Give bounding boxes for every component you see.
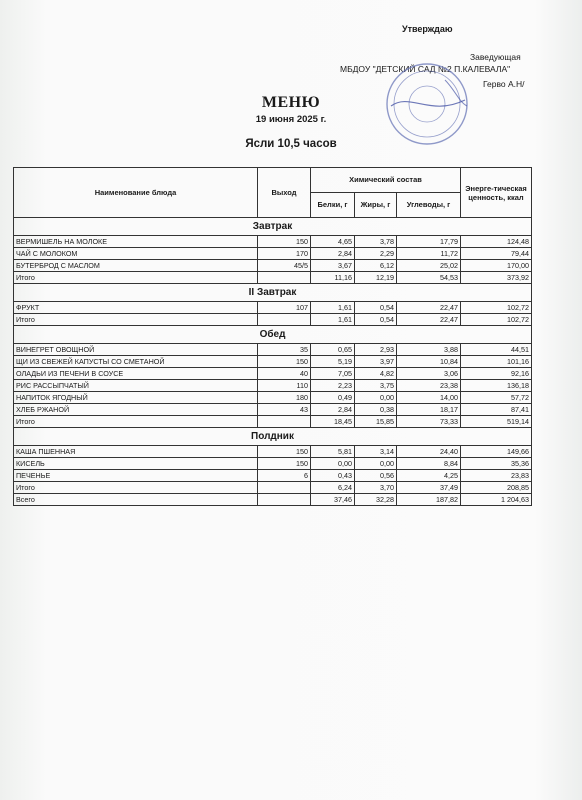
dish-output: 6 bbox=[258, 470, 311, 482]
dish-carbs: 18,17 bbox=[397, 404, 461, 416]
dish-row bbox=[14, 248, 532, 260]
dish-fat: 0,56 bbox=[355, 470, 397, 482]
dish-fat: 0,54 bbox=[355, 314, 397, 326]
dish-carbs: 8,84 bbox=[397, 458, 461, 470]
dish-output: 107 bbox=[258, 302, 311, 314]
dish-carbs: 22,47 bbox=[397, 302, 461, 314]
dish-name: Итого bbox=[14, 416, 258, 428]
dish-name: Итого bbox=[14, 272, 258, 284]
dish-fat: 3,97 bbox=[355, 356, 397, 368]
dish-output: 150 bbox=[258, 236, 311, 248]
position-label: Заведующая bbox=[470, 52, 521, 62]
dish-carbs: 25,02 bbox=[397, 260, 461, 272]
dish-row bbox=[14, 392, 532, 404]
col-header-output: Выход bbox=[258, 168, 311, 218]
dish-output: 40 bbox=[258, 368, 311, 380]
dish-protein: 0,65 bbox=[311, 344, 355, 356]
dish-name: КАША ПШЕННАЯ bbox=[14, 446, 258, 458]
dish-carbs: 17,79 bbox=[397, 236, 461, 248]
dish-energy: 149,66 bbox=[461, 446, 532, 458]
dish-protein: 2,84 bbox=[311, 404, 355, 416]
dish-energy: 35,36 bbox=[461, 458, 532, 470]
grand-total-fat: 32,28 bbox=[355, 494, 397, 506]
dish-fat: 0,00 bbox=[355, 458, 397, 470]
dish-output bbox=[258, 314, 311, 326]
subtotal-row bbox=[14, 416, 532, 428]
dish-output bbox=[258, 416, 311, 428]
dish-protein: 1,61 bbox=[311, 314, 355, 326]
dish-carbs: 54,53 bbox=[397, 272, 461, 284]
grand-total-protein: 37,46 bbox=[311, 494, 355, 506]
dish-row bbox=[14, 260, 532, 272]
col-header-energy: Энерге-тическая ценность, ккал bbox=[461, 168, 532, 218]
dish-protein: 2,23 bbox=[311, 380, 355, 392]
dish-carbs: 4,25 bbox=[397, 470, 461, 482]
dish-energy: 87,41 bbox=[461, 404, 532, 416]
dish-output: 150 bbox=[258, 458, 311, 470]
dish-row bbox=[14, 356, 532, 368]
dish-fat: 12,19 bbox=[355, 272, 397, 284]
section-title: Полдник bbox=[14, 428, 532, 446]
dish-fat: 0,00 bbox=[355, 392, 397, 404]
dish-name: НАПИТОК ЯГОДНЫЙ bbox=[14, 392, 258, 404]
dish-output: 150 bbox=[258, 356, 311, 368]
dish-output: 150 bbox=[258, 446, 311, 458]
dish-name: Итого bbox=[14, 314, 258, 326]
dish-output: 180 bbox=[258, 392, 311, 404]
col-header-name: Наименование блюда bbox=[14, 168, 258, 218]
dish-energy: 92,16 bbox=[461, 368, 532, 380]
dish-fat: 2,29 bbox=[355, 248, 397, 260]
dish-carbs: 11,72 bbox=[397, 248, 461, 260]
dish-protein: 0,49 bbox=[311, 392, 355, 404]
page-title: МЕНЮ bbox=[261, 94, 321, 111]
dish-energy: 124,48 bbox=[461, 236, 532, 248]
dish-carbs: 3,88 bbox=[397, 344, 461, 356]
section-title: Обед bbox=[14, 326, 532, 344]
dish-output: 43 bbox=[258, 404, 311, 416]
subtotal-row bbox=[14, 482, 532, 494]
dish-row bbox=[14, 302, 532, 314]
dish-carbs: 37,49 bbox=[397, 482, 461, 494]
dish-row bbox=[14, 344, 532, 356]
dish-protein: 1,61 bbox=[311, 302, 355, 314]
dish-name: БУТЕРБРОД С МАСЛОМ bbox=[14, 260, 258, 272]
dish-fat: 3,78 bbox=[355, 236, 397, 248]
dish-output: 35 bbox=[258, 344, 311, 356]
dish-output: 45/5 bbox=[258, 260, 311, 272]
dish-protein: 11,16 bbox=[311, 272, 355, 284]
dish-energy: 57,72 bbox=[461, 392, 532, 404]
dish-row bbox=[14, 404, 532, 416]
section-header-row bbox=[14, 326, 532, 344]
dish-energy: 102,72 bbox=[461, 314, 532, 326]
dish-energy: 519,14 bbox=[461, 416, 532, 428]
dish-fat: 4,82 bbox=[355, 368, 397, 380]
grand-total-carbs: 187,82 bbox=[397, 494, 461, 506]
dish-row bbox=[14, 368, 532, 380]
dish-name: ВЕРМИШЕЛЬ НА МОЛОКЕ bbox=[14, 236, 258, 248]
organization-label: МБДОУ "ДЕТСКИЙ САД №2 П.КАЛЕВАЛА" bbox=[340, 64, 511, 74]
dish-protein: 18,45 bbox=[311, 416, 355, 428]
dish-fat: 2,93 bbox=[355, 344, 397, 356]
dish-carbs: 14,00 bbox=[397, 392, 461, 404]
dish-row bbox=[14, 380, 532, 392]
dish-protein: 5,81 bbox=[311, 446, 355, 458]
dish-row bbox=[14, 458, 532, 470]
menu-table bbox=[13, 167, 532, 506]
dish-carbs: 3,06 bbox=[397, 368, 461, 380]
approve-label: Утверждаю bbox=[402, 24, 453, 34]
col-header-protein: Белки, г bbox=[311, 193, 355, 218]
dish-protein: 3,67 bbox=[311, 260, 355, 272]
dish-carbs: 24,40 bbox=[397, 446, 461, 458]
dish-name: ПЕЧЕНЬЕ bbox=[14, 470, 258, 482]
dish-fat: 0,38 bbox=[355, 404, 397, 416]
dish-protein: 0,00 bbox=[311, 458, 355, 470]
col-header-carbs: Углеводы, г bbox=[397, 193, 461, 218]
dish-energy: 208,85 bbox=[461, 482, 532, 494]
dish-energy: 373,92 bbox=[461, 272, 532, 284]
dish-energy: 170,00 bbox=[461, 260, 532, 272]
dish-protein: 6,24 bbox=[311, 482, 355, 494]
dish-row bbox=[14, 236, 532, 248]
dish-energy: 23,83 bbox=[461, 470, 532, 482]
signature-label: Герво А.Н/ bbox=[483, 79, 525, 89]
dish-name: КИСЕЛЬ bbox=[14, 458, 258, 470]
grand-total-energy: 1 204,63 bbox=[461, 494, 532, 506]
grand-total-output bbox=[258, 494, 311, 506]
dish-carbs: 23,38 bbox=[397, 380, 461, 392]
subtotal-row bbox=[14, 272, 532, 284]
dish-fat: 6,12 bbox=[355, 260, 397, 272]
section-title: Завтрак bbox=[14, 218, 532, 236]
grand-total-label: Всего bbox=[14, 494, 258, 506]
dish-name: ОЛАДЬИ ИЗ ПЕЧЕНИ В СОУСЕ bbox=[14, 368, 258, 380]
dish-protein: 4,65 bbox=[311, 236, 355, 248]
dish-energy: 44,51 bbox=[461, 344, 532, 356]
dish-name: ЩИ ИЗ СВЕЖЕЙ КАПУСТЫ СО СМЕТАНОЙ bbox=[14, 356, 258, 368]
dish-protein: 2,84 bbox=[311, 248, 355, 260]
menu-date: 19 июня 2025 г. bbox=[255, 114, 327, 125]
col-header-fat: Жиры, г bbox=[355, 193, 397, 218]
dish-energy: 101,16 bbox=[461, 356, 532, 368]
dish-output: 170 bbox=[258, 248, 311, 260]
dish-protein: 7,05 bbox=[311, 368, 355, 380]
dish-carbs: 73,33 bbox=[397, 416, 461, 428]
dish-carbs: 22,47 bbox=[397, 314, 461, 326]
section-header-row bbox=[14, 428, 532, 446]
dish-protein: 0,43 bbox=[311, 470, 355, 482]
grand-total-row bbox=[14, 494, 532, 506]
dish-name: ВИНЕГРЕТ ОВОЩНОЙ bbox=[14, 344, 258, 356]
dish-output bbox=[258, 272, 311, 284]
dish-fat: 0,54 bbox=[355, 302, 397, 314]
dish-fat: 3,70 bbox=[355, 482, 397, 494]
dish-energy: 136,18 bbox=[461, 380, 532, 392]
dish-fat: 3,14 bbox=[355, 446, 397, 458]
section-header-row bbox=[14, 284, 532, 302]
dish-protein: 5,19 bbox=[311, 356, 355, 368]
dish-name: РИС РАССЫПЧАТЫЙ bbox=[14, 380, 258, 392]
dish-carbs: 10,84 bbox=[397, 356, 461, 368]
dish-name: ЧАЙ С МОЛОКОМ bbox=[14, 248, 258, 260]
dish-energy: 102,72 bbox=[461, 302, 532, 314]
dish-output: 110 bbox=[258, 380, 311, 392]
dish-name: Итого bbox=[14, 482, 258, 494]
dish-output bbox=[258, 482, 311, 494]
dish-row bbox=[14, 470, 532, 482]
section-title: II Завтрак bbox=[14, 284, 532, 302]
section-header-row bbox=[14, 218, 532, 236]
dish-energy: 79,44 bbox=[461, 248, 532, 260]
group-label: Ясли 10,5 часов bbox=[245, 138, 337, 150]
dish-name: ХЛЕБ РЖАНОЙ bbox=[14, 404, 258, 416]
dish-row bbox=[14, 446, 532, 458]
subtotal-row bbox=[14, 314, 532, 326]
dish-name: ФРУКТ bbox=[14, 302, 258, 314]
dish-fat: 3,75 bbox=[355, 380, 397, 392]
col-header-chem: Химический состав bbox=[311, 168, 461, 193]
dish-fat: 15,85 bbox=[355, 416, 397, 428]
